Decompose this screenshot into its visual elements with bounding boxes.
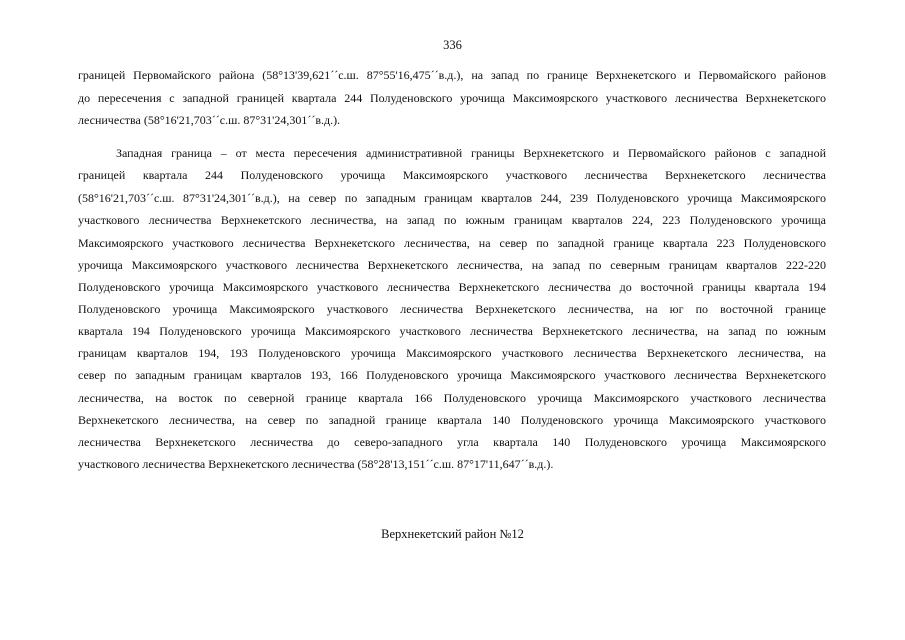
text-line: границам кварталов 194, 193 Полуденовского урочища Максимоярского участкового лесничества Верхнекетского лесничества, на [78,346,826,360]
text-line: Западная граница – от места пересечения административной границы Верхнекетского и Первомайского районов с западной [116,146,826,160]
text-line: урочища Максимоярского участкового лесничества Верхнекетского лесничества, на запад по северным границам кварталов 222-220 [78,258,826,272]
text-line: (58°16'21,703´´с.ш. 87°31'24,301´´в.д.), на север по западным границам кварталов 244, 239 Полуденовского урочища Максимоярского [78,191,826,205]
text-line: север по западным границам кварталов 193, 166 Полуденовского урочища Максимоярского участкового лесничества Верхнекетского [78,368,826,382]
text-line: лесничества (58°16'21,703´´с.ш. 87°31'24,301´´в.д.). [78,113,341,127]
text-line: Полуденовского урочища Максимоярского участкового лесничества Верхнекетского лесничества до восточной границы квартала 194 [78,280,826,294]
text-line: квартала 194 Полуденовского урочища Максимоярского участкового лесничества Верхнекетского лесничества, на запад по южным [78,324,826,338]
text-line: до пересечения с западной границей квартала 244 Полуденовского урочища Максимоярского участкового лесничества Верхнекетского [78,91,826,105]
page-number: 336 [443,38,462,52]
text-line: участкового лесничества Верхнекетского лесничества, на запад по южным границам кварталов 224, 223 Полуденовского урочища [78,213,826,227]
text-line: границей Первомайского района (58°13'39,621´´с.ш. 87°55'16,475´´в.д.), на запад по границе Верхнекетского и Первомайского районов [78,68,826,82]
text-line: Максимоярского участкового лесничества Верхнекетского лесничества, на север по западной границе квартала 223 Полуденовского [78,236,826,250]
text-line: границей квартала 244 Полуденовского урочища Максимоярского участкового лесничества Верхнекетского лесничества [78,168,826,182]
text-line: лесничества, на восток по северной границе квартала 166 Полуденовского урочища Максимоярского участкового лесничества [78,391,826,405]
text-line: Верхнекетского лесничества, на север по западной границе квартала 140 Полуденовского урочища Максимоярского участкового [78,413,826,427]
text-line: участкового лесничества Верхнекетского лесничества (58°28'13,151´´с.ш. 87°17'11,647´´в.д.). [78,457,554,471]
section-heading: Верхнекетский район №12 [381,527,524,541]
text-line: Полуденовского урочища Максимоярского участкового лесничества Верхнекетского лесничества, на юг по восточной границе [78,302,826,316]
text-line: лесничества Верхнекетского лесничества до северо-западного угла квартала 140 Полуденовского урочища Максимоярского [78,435,826,449]
